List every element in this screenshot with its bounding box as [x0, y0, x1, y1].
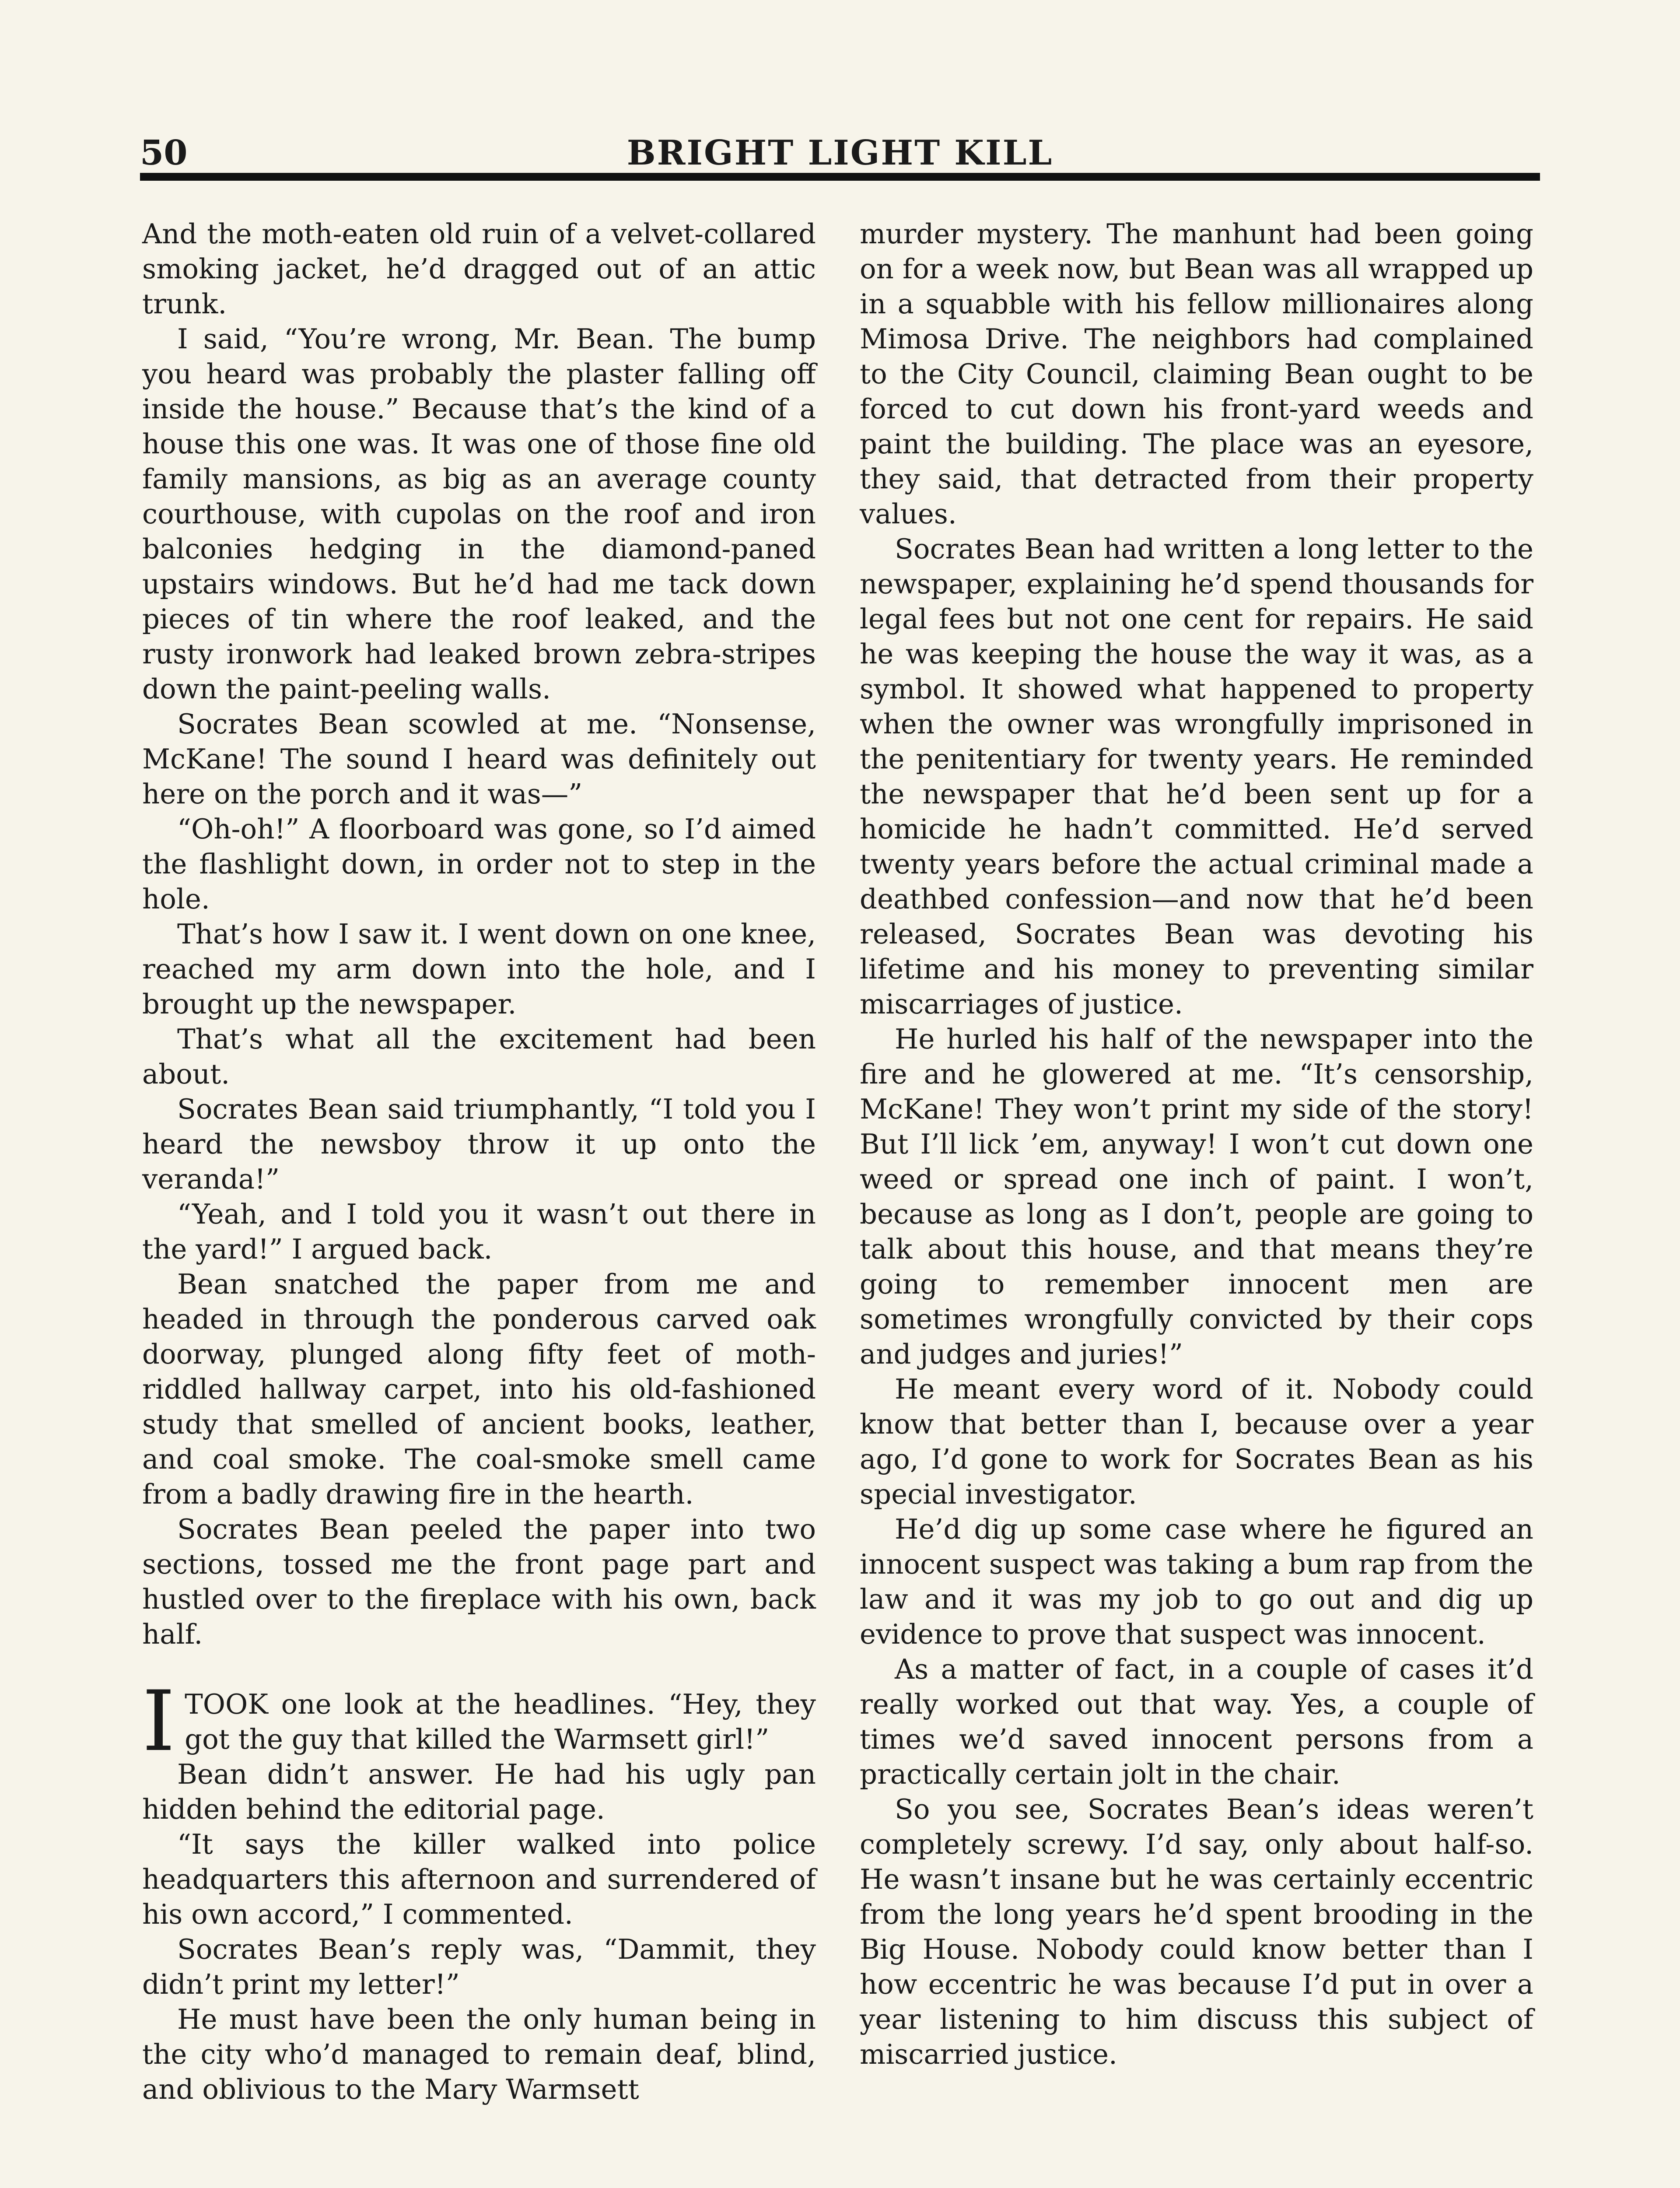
- paragraph: Bean didn’t answer. He had his ugly pan hidden behind the editorial page.: [142, 1758, 816, 1825]
- paragraph: So you see, Socrates Bean’s ideas weren’t completely screwy. I’d say, only about half-so. He wasn’t insane but he was certainly eccentric from the long years he’d spent brooding in the Big House. Nobody could know better than I how eccentric he was because I’d put in over a year listening to him discuss this subject of miscarried justice.: [860, 1793, 1533, 2070]
- paragraph: Socrates Bean’s reply was, “Dammit, they didn’t print my letter!”: [142, 1933, 816, 2000]
- paragraph: That’s what all the excitement had been about.: [142, 1023, 816, 1090]
- left-column: [142, 217, 816, 2107]
- dropcap-paragraph: [142, 1673, 816, 1770]
- paragraph: I said, “You’re wrong, Mr. Bean. The bump you heard was probably the plaster falling off inside the house.” Because that’s the kind of a house this one was. It was one of those fine old family mansions, as big as an average county courthouse, with cupolas on the roof and iron balconies hedging in the diamond-paned upstairs windows. But he’d had me tack down pieces of tin where the roof leaked, and the rusty ironwork had leaked brown zebra-stripes down the paint-peeling walls.: [142, 323, 816, 705]
- right-column: [860, 217, 1533, 2072]
- paragraph: That’s how I saw it. I went down on one knee, reached my arm down into the hole, and I brought up the newspaper.: [142, 918, 816, 1020]
- paragraph: murder mystery. The manhunt had been going on for a week now, but Bean was all wrapped up in a squabble with his fellow millionaires along Mimosa Drive. The neighbors had complained to the City Council, claiming Bean ought to be forced to cut down his front-yard weeds and paint the building. The place was an eyesore, they said, that detracted from their property values.: [860, 218, 1533, 530]
- paragraph: Socrates Bean scowled at me. “Nonsense, McKane! The sound I heard was definitely out here on the porch and it was—”: [142, 708, 816, 810]
- paragraph: He hurled his half of the newspaper into the fire and he glowered at me. “It’s censorship, McKane! They won’t print my side of the story! But I’ll lick ’em, anyway! I won’t cut down one weed or spread one inch of paint. I won’t, because as long as I don’t, people are going to talk about this house, and that means they’re going to remember innocent men are sometimes wrongfully convicted by their cops and judges and juries!”: [860, 1023, 1533, 1370]
- paragraph: Socrates Bean said triumphantly, “I told you I heard the newsboy throw it up onto the veranda!”: [142, 1093, 816, 1195]
- paragraph: “Oh-oh!” A floorboard was gone, so I’d aimed the flashlight down, in order not to step in the hole.: [142, 813, 816, 915]
- page-number: 50: [140, 133, 188, 173]
- section-break: [142, 1652, 816, 1687]
- drop-cap: I: [142, 1673, 175, 1770]
- paragraph: As a matter of fact, in a couple of cases it’d really worked out that way. Yes, a couple of times we’d saved innocent persons from a practically certain jolt in the chair.: [860, 1653, 1533, 1790]
- paragraph: He must have been the only human being in the city who’d managed to remain deaf, blind, and oblivious to the Mary Warmsett: [142, 2003, 816, 2105]
- paragraph: Socrates Bean peeled the paper into two sections, tossed me the front page part and hustled over to the fireplace with his own, back half.: [142, 1513, 816, 1650]
- running-title: BRIGHT LIGHT KILL: [626, 133, 1054, 173]
- header-rule: [140, 173, 1540, 181]
- paragraph: He meant every word of it. Nobody could know that better than I, because over a year ago, I’d gone to work for Socrates Bean as his special investigator.: [860, 1373, 1533, 1510]
- dropcap-paragraph-text: TOOK one look at the headlines. “Hey, they got the guy that killed the Warmsett girl!”: [185, 1688, 816, 1755]
- paragraph: “Yeah, and I told you it wasn’t out there in the yard!” I argued back.: [142, 1198, 816, 1265]
- paragraph: Bean snatched the paper from me and headed in through the ponderous carved oak doorway, plunged along fifty feet of moth-riddled hallway carpet, into his old-fashioned study that smelled of ancient books, leather, and coal smoke. The coal-smoke smell came from a badly drawing fire in the hearth.: [142, 1268, 816, 1510]
- paragraph: Socrates Bean had written a long letter to the newspaper, explaining he’d spend thousands for legal fees but not one cent for repairs. He said he was keeping the house the way it was, as a symbol. It showed what happened to property when the owner was wrongfully imprisoned in the penitentiary for twenty years. He reminded the newspaper that he’d been sent up for a homicide he hadn’t committed. He’d served twenty years before the actual criminal made a deathbed confession—and now that he’d been released, Socrates Bean was devoting his lifetime and his money to preventing similar miscarriages of justice.: [860, 533, 1533, 1020]
- paragraph: “It says the killer walked into police headquarters this afternoon and surrendered of his own accord,” I commented.: [142, 1828, 816, 1930]
- paragraph: And the moth-eaten old ruin of a velvet-collared smoking jacket, he’d dragged out of an attic trunk.: [142, 218, 816, 320]
- paragraph: He’d dig up some case where he figured an innocent suspect was taking a bum rap from the law and it was my job to go out and dig up evidence to prove that suspect was innocent.: [860, 1513, 1533, 1650]
